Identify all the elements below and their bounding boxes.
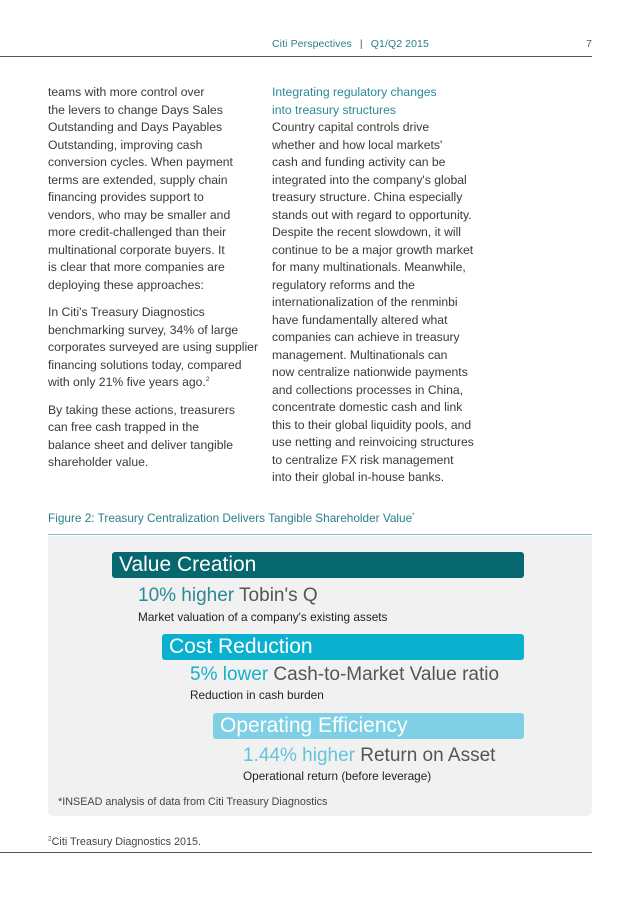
tier-band-operating-efficiency: Operating Efficiency: [213, 713, 524, 739]
footnote-reference: 2: [205, 375, 210, 383]
figure-title: [48, 511, 415, 525]
running-header: [272, 38, 429, 50]
figure-title-text: Figure 2: Treasury Centralization Delivers Tangible Shareholder Value: [48, 511, 413, 525]
left-paragraph-3: By taking these actions, treasurers can free cash trapped in the balance sheet and deliver tangible shareholder value.: [48, 402, 235, 469]
left-paragraph-2: [48, 304, 262, 392]
tier-measure-operating-efficiency: Return on Asset: [354, 745, 496, 766]
left-column: [48, 84, 262, 482]
figure-title-marker: *: [412, 512, 415, 520]
tier-band-value-creation: Value Creation: [112, 552, 524, 578]
footnote-text: Citi Treasury Diagnostics 2015.: [51, 836, 202, 848]
page-number: 7: [586, 38, 592, 50]
tier-metric-operating-efficiency: [243, 745, 495, 767]
page-footnote: [48, 836, 201, 848]
tier-description-operating-efficiency: Operational return (before leverage): [243, 769, 432, 783]
header-separator: |: [359, 38, 363, 50]
figure-divider: [48, 534, 592, 535]
tier-band-cost-reduction: Cost Reduction: [162, 634, 524, 660]
section-subheading: Integrating regulatory changes into treasury structures: [272, 85, 437, 117]
tier-description-cost-reduction: Reduction in cash burden: [190, 688, 324, 702]
footnote-number: 2: [48, 835, 52, 843]
tier-measure-cost-reduction: Cash-to-Market Value ratio: [268, 664, 500, 685]
tier-measure-value-creation: Tobin's Q: [234, 585, 318, 606]
tier-highlight-operating-efficiency: 1.44% higher: [243, 745, 355, 766]
figure-source-note: *INSEAD analysis of data from Citi Treasury Diagnostics: [58, 796, 328, 808]
tier-metric-value-creation: [138, 585, 318, 607]
publication-name: Citi Perspectives: [272, 38, 352, 50]
tier-highlight-cost-reduction: 5% lower: [190, 664, 269, 685]
right-paragraph: Country capital controls drive whether and how local markets' cash and funding activity can be integrated into the company's global treasury structure. China especially stands out with regard to opportunity. Despite the recent slowdown, it will continue to be a major growth market for many multinationals. Meanwhile, regulatory reforms and the internationalization of the renminbi have fundamentally altered what companies can achieve in treasury management. Multinationals can now centralize nationwide payments and collections processes in China, concentrate domestic cash and link this to their global liquidity pools, and use netting and reinvoicing structures to centralize FX risk management into their global in-house banks.: [272, 120, 474, 484]
left-paragraph-2-text: In Citi's Treasury Diagnostics benchmarking survey, 34% of large corporates surveyed are using supplier financing solutions today, compared with only 21% five years ago.: [48, 305, 259, 389]
page-header: [0, 0, 640, 58]
header-divider: [0, 56, 592, 57]
tier-description-value-creation: Market valuation of a company's existing assets: [138, 610, 388, 624]
footer-divider: [0, 852, 592, 853]
issue-label: Q1/Q2 2015: [370, 38, 429, 50]
right-column: [272, 84, 492, 487]
tier-highlight-value-creation: 10% higher: [138, 585, 235, 606]
left-paragraph-1: teams with more control over the levers to change Days Sales Outstanding and Days Payables Outstanding, improving cash conversion cycles. When payment terms are extended, supply chain financing provides support to vendors, who may be smaller and more credit-challenged than their multinational corporate buyers. It is clear that more companies are deploying these approaches:: [48, 85, 233, 292]
tier-metric-cost-reduction: [190, 664, 499, 686]
